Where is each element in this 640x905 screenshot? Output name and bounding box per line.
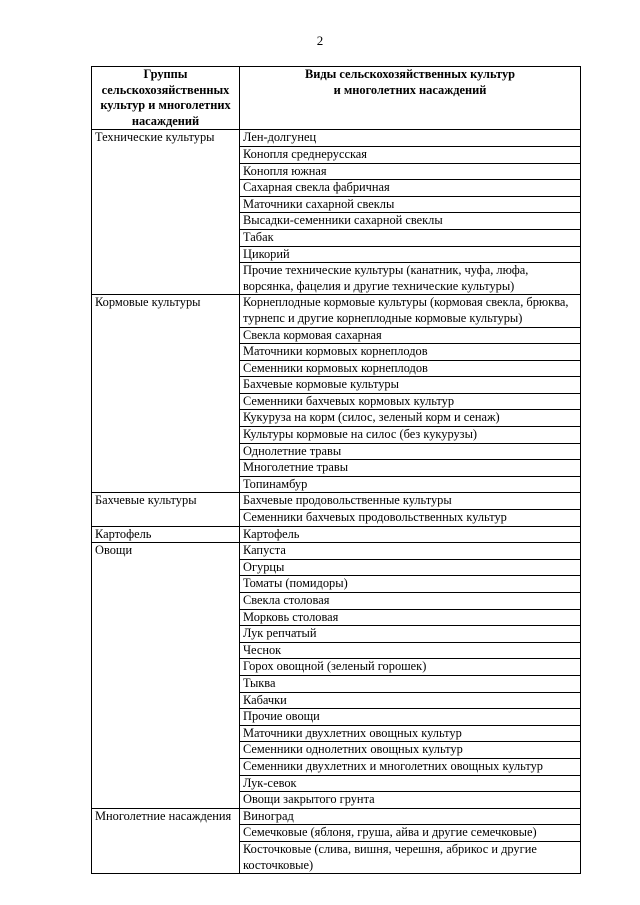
page-number: 2 xyxy=(316,33,324,48)
group-name-cell: Картофель xyxy=(92,526,240,543)
crop-type-cell: Семенники однолетних овощных культур xyxy=(240,742,581,759)
header-crop-types xyxy=(240,67,581,130)
crop-type-cell: Лен-долгунец xyxy=(240,130,581,147)
crop-type-cell: Морковь столовая xyxy=(240,609,581,626)
crop-type-cell: Картофель xyxy=(240,526,581,543)
group-name-cell: Технические культуры xyxy=(92,130,240,295)
crop-type-cell: Томаты (помидоры) xyxy=(240,576,581,593)
group-name-cell: Овощи xyxy=(92,543,240,809)
crop-type-cell: Свекла кормовая сахарная xyxy=(240,327,581,344)
group-name-cell: Кормовые культуры xyxy=(92,295,240,493)
crop-type-cell: Бахчевые кормовые культуры xyxy=(240,377,581,394)
crop-type-cell: Огурцы xyxy=(240,559,581,576)
crop-type-cell: Топинамбур xyxy=(240,476,581,493)
crop-type-cell: Семенники двухлетних и многолетних овощных культур xyxy=(240,758,581,775)
crop-type-cell: Чеснок xyxy=(240,642,581,659)
crop-type-cell: Кабачки xyxy=(240,692,581,709)
crop-type-cell: Культуры кормовые на силос (без кукурузы) xyxy=(240,427,581,444)
table-row xyxy=(92,526,581,543)
crop-type-cell: Косточковые (слива, вишня, черешня, абрикос и другие косточковые) xyxy=(240,841,581,873)
crop-type-cell: Многолетние травы xyxy=(240,460,581,477)
table-row xyxy=(92,808,581,825)
table-row xyxy=(92,130,581,147)
table-header-row xyxy=(92,67,581,130)
crop-type-cell: Сахарная свекла фабричная xyxy=(240,180,581,197)
crop-type-cell: Лук-севок xyxy=(240,775,581,792)
table-row xyxy=(92,543,581,560)
crop-type-cell: Конопля среднерусская xyxy=(240,146,581,163)
crop-type-cell: Овощи закрытого грунта xyxy=(240,792,581,809)
crop-type-cell: Высадки-семенники сахарной свеклы xyxy=(240,213,581,230)
crop-type-cell: Прочие технические культуры (канатник, чуфа, люфа, ворсянка, фацелия и другие технические культуры) xyxy=(240,263,581,295)
crop-type-cell: Кукуруза на корм (силос, зеленый корм и сенаж) xyxy=(240,410,581,427)
crop-type-cell: Конопля южная xyxy=(240,163,581,180)
crop-type-cell: Маточники кормовых корнеплодов xyxy=(240,344,581,361)
table-row xyxy=(92,493,581,510)
crop-type-cell: Цикорий xyxy=(240,246,581,263)
crop-type-cell: Семенники бахчевых кормовых культур xyxy=(240,393,581,410)
crop-type-cell: Табак xyxy=(240,229,581,246)
table-body xyxy=(92,130,581,874)
group-name-cell: Бахчевые культуры xyxy=(92,493,240,526)
table-row xyxy=(92,295,581,327)
crop-type-cell: Семенники бахчевых продовольственных культур xyxy=(240,510,581,527)
crop-type-cell: Маточники двухлетних овощных культур xyxy=(240,725,581,742)
crop-groups-table xyxy=(91,66,581,874)
crop-type-cell: Виноград xyxy=(240,808,581,825)
crop-type-cell: Свекла столовая xyxy=(240,593,581,610)
header-crop-types-line2: и многолетних насаждений xyxy=(333,82,487,97)
header-crop-types-line1: Виды сельскохозяйственных культур xyxy=(304,67,516,81)
crop-type-cell: Однолетние травы xyxy=(240,443,581,460)
group-name-cell: Многолетние насаждения xyxy=(92,808,240,873)
crop-type-cell: Тыква xyxy=(240,675,581,692)
crop-type-cell: Бахчевые продовольственные культуры xyxy=(240,493,581,510)
crop-type-cell: Семечковые (яблоня, груша, айва и другие семечковые) xyxy=(240,825,581,842)
crop-type-cell: Корнеплодные кормовые культуры (кормовая свекла, брюква, турнепс и другие корнеплодные кормовые культуры) xyxy=(240,295,581,327)
crop-type-cell: Маточники сахарной свеклы xyxy=(240,196,581,213)
crop-type-cell: Семенники кормовых корнеплодов xyxy=(240,360,581,377)
crop-type-cell: Лук репчатый xyxy=(240,626,581,643)
crop-type-cell: Капуста xyxy=(240,543,581,560)
header-groups: Группы сельскохозяйственных культур и многолетних насаждений xyxy=(92,67,240,130)
crop-type-cell: Прочие овощи xyxy=(240,709,581,726)
crop-type-cell: Горох овощной (зеленый горошек) xyxy=(240,659,581,676)
